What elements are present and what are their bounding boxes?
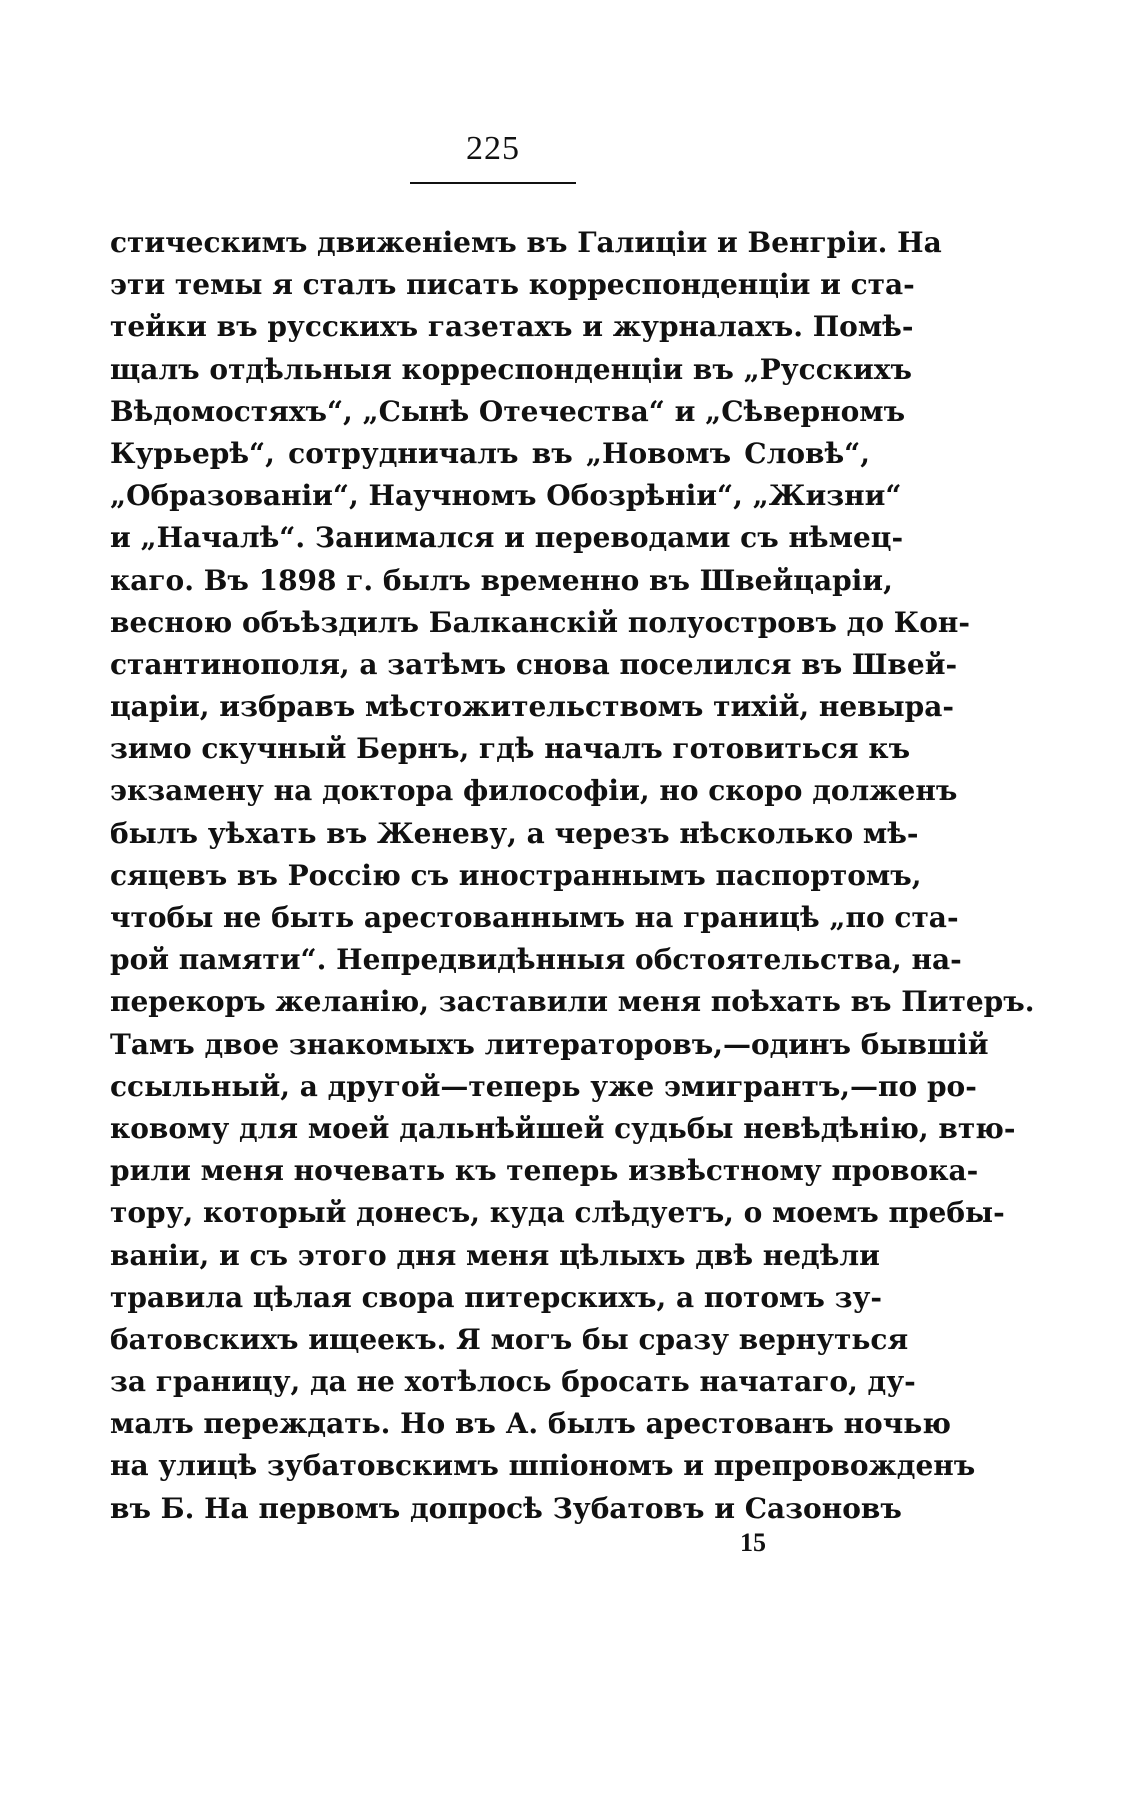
text-line: зимо скучный Бернъ, гдѣ началъ готовиться къ (110, 732, 911, 766)
text-line: травила цѣлая свора питерскихъ, а потомъ зу- (110, 1280, 883, 1314)
text-line: батовскихъ ищеекъ. Я могъ бы сразу вернуться (110, 1322, 909, 1356)
text-line: рой памяти“. Непредвидѣнныя обстоятельства, на- (110, 943, 962, 977)
text-line: Курьерѣ“, сотрудничалъ въ „Новомъ Словѣ“, (110, 436, 870, 470)
page-number: 225 (466, 130, 520, 167)
text-line: въ Б. На первомъ допросѣ Зубатовъ и Сазоновъ (110, 1491, 902, 1525)
text-line: весною объѣздилъ Балканскiй полуостровъ до Кон- (110, 605, 971, 639)
text-line: „Образованiи“, Научномъ Обозрѣнiи“, „Жизни“ (110, 479, 902, 513)
text-line: стическимъ движенiемъ въ Галицiи и Венгрiи. На (110, 226, 942, 259)
text-line: за границу, да не хотѣлось бросать начатаго, ду- (110, 1365, 916, 1399)
text-line: рили меня ночевать къ теперь извѣстному провока- (110, 1154, 979, 1188)
text-line: щалъ отдѣльныя корреспонденцiи въ „Русскихъ (110, 352, 912, 386)
text-line: экзамену на доктора философiи, но скоро долженъ (110, 774, 958, 808)
text-line: ванiи, и съ этого дня меня цѣлыхъ двѣ недѣли (110, 1238, 880, 1272)
text-line: и „Началѣ“. Занимался и переводами съ нѣмец- (110, 521, 904, 555)
text-line: на улицѣ зубатовскимъ шпiономъ и препровожденъ (110, 1449, 976, 1483)
text-line: чтобы не быть арестованнымъ на границѣ „по ста- (110, 901, 959, 934)
text-line: перекоръ желанiю, заставили меня поѣхать въ Питеръ. (110, 985, 1035, 1019)
text-line: ссыльный, а другой—теперь уже эмигрантъ,—по ро- (110, 1069, 977, 1103)
text-line: тору, который донесъ, куда слѣдуетъ, о моемъ пребы- (110, 1196, 1005, 1230)
text-line: былъ уѣхать въ Женеву, а черезъ нѣсколько мѣ- (110, 816, 919, 850)
text-line: тейки въ русскихъ газетахъ и журналахъ. Помѣ- (110, 310, 914, 344)
text-line: царiи, избравъ мѣстожительствомъ тихiй, невыра- (110, 690, 955, 724)
text-line: сяцевъ въ Россiю съ иностраннымъ паспортомъ, (110, 858, 922, 892)
text-line: Вѣдомостяхъ“, „Сынѣ Отечества“ и „Сѣверномъ (110, 394, 906, 428)
body-text (110, 222, 1035, 1530)
signature-mark: 15 (740, 1528, 766, 1557)
text-line: ковому для моей дальнѣйшей судьбы невѣдѣнiю, втю- (110, 1111, 1016, 1145)
text-line: эти темы я сталъ писать корреспонденцiи и ста- (110, 268, 915, 302)
text-line: Тамъ двое знакомыхъ литераторовъ,—одинъ бывшiй (110, 1027, 989, 1061)
text-line: стантинополя, а затѣмъ снова поселился въ Швей- (110, 647, 958, 681)
header-rule (410, 182, 576, 184)
text-line: каго. Въ 1898 г. былъ временно въ Швейцарiи, (110, 563, 893, 597)
text-line: малъ переждать. Но въ А. былъ арестованъ ночью (110, 1407, 951, 1441)
